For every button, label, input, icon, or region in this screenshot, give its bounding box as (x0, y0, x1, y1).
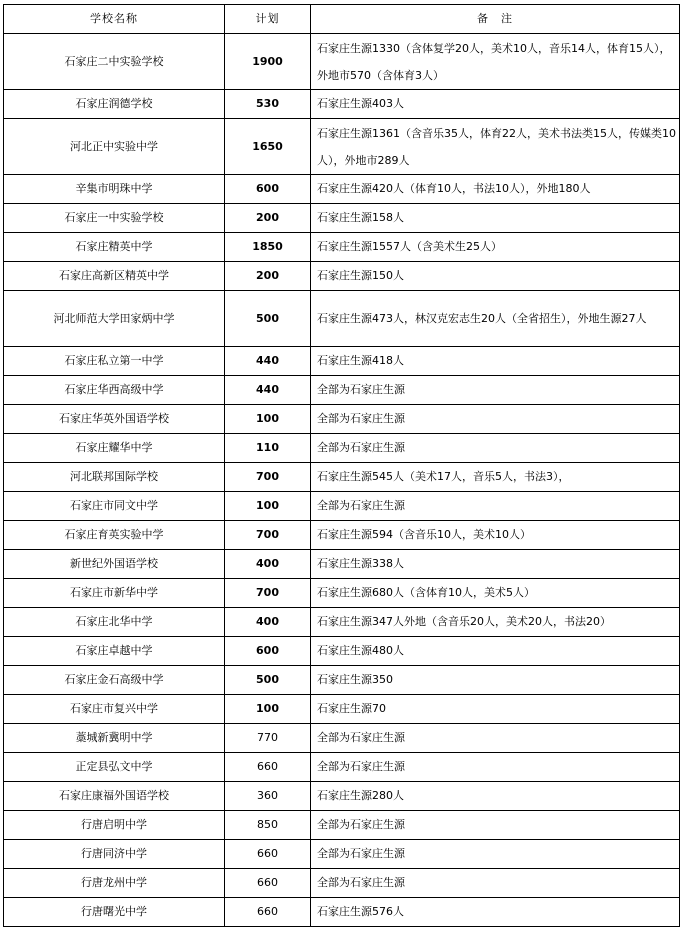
school-name-cell: 石家庄市新华中学 (4, 579, 225, 608)
table-row (4, 898, 680, 927)
school-name-cell: 辛集市明珠中学 (4, 175, 225, 204)
plan-cell: 400 (225, 550, 311, 579)
notes-cell: 石家庄生源680人（含体育10人，美术5人） (311, 579, 680, 608)
plan-cell: 1850 (225, 233, 311, 262)
table-row (4, 753, 680, 782)
table-row (4, 262, 680, 291)
plan-cell: 700 (225, 579, 311, 608)
notes-cell: 石家庄生源418人 (311, 347, 680, 376)
plan-cell: 200 (225, 262, 311, 291)
table-row (4, 347, 680, 376)
plan-cell: 200 (225, 204, 311, 233)
plan-cell: 400 (225, 608, 311, 637)
notes-cell: 全部为石家庄生源 (311, 753, 680, 782)
table-row (4, 695, 680, 724)
school-name-cell: 石家庄二中实验学校 (4, 34, 225, 90)
notes-cell: 全部为石家庄生源 (311, 376, 680, 405)
school-name-cell: 石家庄康福外国语学校 (4, 782, 225, 811)
school-name-cell: 石家庄精英中学 (4, 233, 225, 262)
table-row (4, 492, 680, 521)
plan-cell: 700 (225, 521, 311, 550)
plan-cell: 500 (225, 666, 311, 695)
plan-cell: 1650 (225, 119, 311, 175)
school-name-cell: 石家庄私立第一中学 (4, 347, 225, 376)
header-notes: 备 注 (311, 5, 680, 34)
table-row (4, 608, 680, 637)
notes-cell: 石家庄生源158人 (311, 204, 680, 233)
notes-cell: 石家庄生源576人 (311, 898, 680, 927)
table-row (4, 291, 680, 347)
school-name-cell: 行唐龙州中学 (4, 869, 225, 898)
school-name-cell: 正定县弘文中学 (4, 753, 225, 782)
enrollment-plan-table (3, 4, 680, 927)
plan-cell: 440 (225, 376, 311, 405)
notes-cell: 石家庄生源403人 (311, 90, 680, 119)
plan-cell: 440 (225, 347, 311, 376)
notes-cell: 全部为石家庄生源 (311, 434, 680, 463)
header-row (4, 5, 680, 34)
table-row (4, 840, 680, 869)
notes-cell: 石家庄生源420人（体育10人，书法10人），外地180人 (311, 175, 680, 204)
school-name-cell: 石家庄市复兴中学 (4, 695, 225, 724)
plan-cell: 360 (225, 782, 311, 811)
table-row (4, 34, 680, 90)
school-name-cell: 河北师范大学田家炳中学 (4, 291, 225, 347)
school-name-cell: 石家庄华西高级中学 (4, 376, 225, 405)
table-row (4, 434, 680, 463)
table-row (4, 90, 680, 119)
notes-cell: 石家庄生源350 (311, 666, 680, 695)
enrollment-table-container (3, 4, 680, 927)
school-name-cell: 石家庄耀华中学 (4, 434, 225, 463)
school-name-cell: 藁城新冀明中学 (4, 724, 225, 753)
plan-cell: 660 (225, 869, 311, 898)
plan-cell: 660 (225, 753, 311, 782)
plan-cell: 100 (225, 405, 311, 434)
school-name-cell: 石家庄北华中学 (4, 608, 225, 637)
table-row (4, 405, 680, 434)
table-row (4, 666, 680, 695)
notes-cell: 石家庄生源347人外地（含音乐20人，美术20人，书法20） (311, 608, 680, 637)
table-row (4, 724, 680, 753)
notes-cell: 全部为石家庄生源 (311, 405, 680, 434)
table-row (4, 119, 680, 175)
table-row (4, 521, 680, 550)
notes-cell: 全部为石家庄生源 (311, 492, 680, 521)
school-name-cell: 石家庄华英外国语学校 (4, 405, 225, 434)
notes-cell: 石家庄生源473人，林汉克宏志生20人（全省招生），外地生源27人 (311, 291, 680, 347)
plan-cell: 1900 (225, 34, 311, 90)
table-row (4, 869, 680, 898)
plan-cell: 500 (225, 291, 311, 347)
plan-cell: 770 (225, 724, 311, 753)
notes-cell: 石家庄生源1557人（含美术生25人） (311, 233, 680, 262)
school-name-cell: 河北联邦国际学校 (4, 463, 225, 492)
school-name-cell: 行唐曙光中学 (4, 898, 225, 927)
notes-cell: 石家庄生源70 (311, 695, 680, 724)
school-name-cell: 石家庄高新区精英中学 (4, 262, 225, 291)
notes-cell: 石家庄生源338人 (311, 550, 680, 579)
notes-cell: 石家庄生源545人（美术17人，音乐5人，书法3）， (311, 463, 680, 492)
table-row (4, 463, 680, 492)
school-name-cell: 河北正中实验中学 (4, 119, 225, 175)
plan-cell: 700 (225, 463, 311, 492)
plan-cell: 600 (225, 175, 311, 204)
school-name-cell: 石家庄一中实验学校 (4, 204, 225, 233)
table-row (4, 811, 680, 840)
table-body (4, 34, 680, 927)
notes-cell: 石家庄生源280人 (311, 782, 680, 811)
notes-cell: 石家庄生源480人 (311, 637, 680, 666)
plan-cell: 530 (225, 90, 311, 119)
table-row (4, 550, 680, 579)
school-name-cell: 石家庄育英实验中学 (4, 521, 225, 550)
notes-cell: 全部为石家庄生源 (311, 869, 680, 898)
plan-cell: 100 (225, 492, 311, 521)
notes-cell: 石家庄生源150人 (311, 262, 680, 291)
notes-cell: 石家庄生源1361（含音乐35人，体育22人，美术书法类15人，传媒类10人），外地市289人 (311, 119, 680, 175)
school-name-cell: 石家庄金石高级中学 (4, 666, 225, 695)
notes-cell: 石家庄生源1330（含体复学20人，美术10人，音乐14人，体育15人），外地市570（含体育3人） (311, 34, 680, 90)
table-row (4, 204, 680, 233)
plan-cell: 110 (225, 434, 311, 463)
table-row (4, 233, 680, 262)
notes-cell: 石家庄生源594（含音乐10人，美术10人） (311, 521, 680, 550)
school-name-cell: 石家庄润德学校 (4, 90, 225, 119)
school-name-cell: 新世纪外国语学校 (4, 550, 225, 579)
table-row (4, 376, 680, 405)
notes-cell: 全部为石家庄生源 (311, 840, 680, 869)
header-school-name: 学校名称 (4, 5, 225, 34)
plan-cell: 660 (225, 840, 311, 869)
school-name-cell: 行唐启明中学 (4, 811, 225, 840)
table-row (4, 637, 680, 666)
table-row (4, 782, 680, 811)
school-name-cell: 石家庄卓越中学 (4, 637, 225, 666)
notes-cell: 全部为石家庄生源 (311, 811, 680, 840)
table-row (4, 175, 680, 204)
school-name-cell: 石家庄市同文中学 (4, 492, 225, 521)
plan-cell: 850 (225, 811, 311, 840)
plan-cell: 600 (225, 637, 311, 666)
plan-cell: 660 (225, 898, 311, 927)
notes-cell: 全部为石家庄生源 (311, 724, 680, 753)
table-row (4, 579, 680, 608)
header-plan: 计划 (225, 5, 311, 34)
school-name-cell: 行唐同济中学 (4, 840, 225, 869)
plan-cell: 100 (225, 695, 311, 724)
